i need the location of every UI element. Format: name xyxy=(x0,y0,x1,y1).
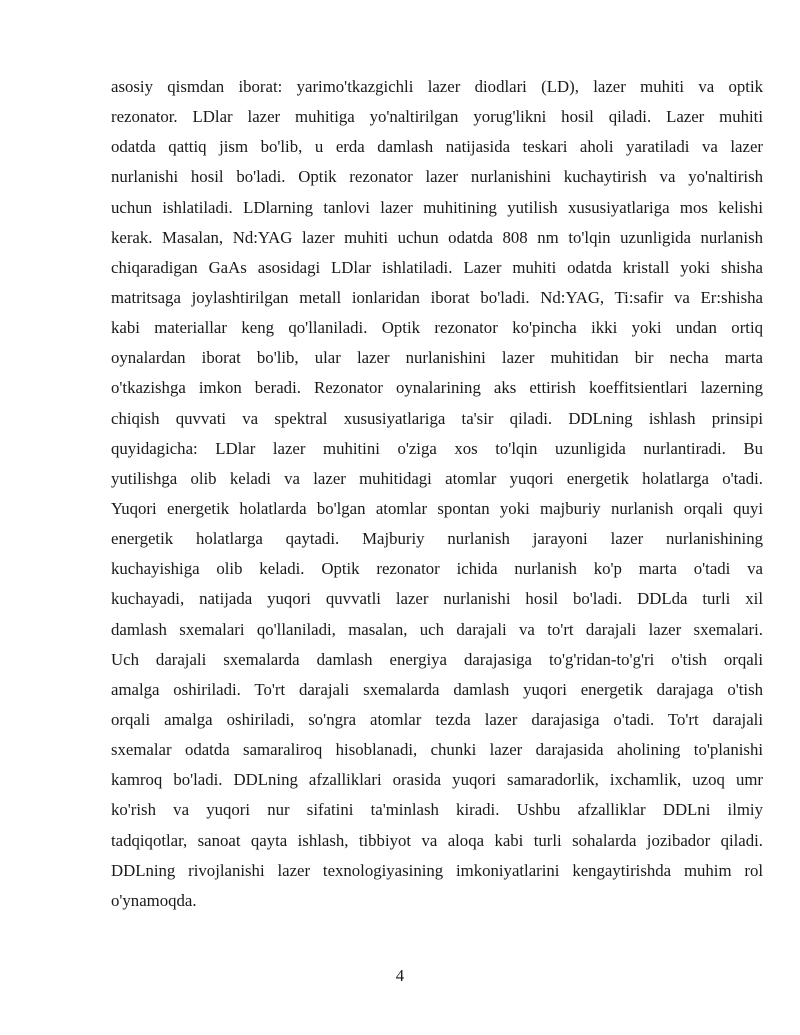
text-line: chiqish quvvati va spektral xususiyatlariga ta'sir qiladi. DDLning ishlash prinsipi xyxy=(111,408,763,428)
text-line: kerak. Masalan, Nd:YAG lazer muhiti uchun odatda 808 nm to'lqin uzunligida nurlanish xyxy=(111,227,763,247)
text-line: chiqaradigan GaAs asosidagi LDlar ishlatiladi. Lazer muhiti odatda kristall yoki shisha xyxy=(111,257,763,277)
text-line: energetik holatlarga qaytadi. Majburiy nurlanish jarayoni lazer nurlanishining xyxy=(111,529,763,549)
page-number: 4 xyxy=(395,966,405,985)
text-line: kuchayadi, natijada yuqori quvvatli lazer nurlanishi hosil bo'ladi. DDLda turli xil xyxy=(111,589,763,609)
text-line: o'ynamoqda. xyxy=(111,890,197,910)
text-line: matritsaga joylashtirilgan metall ionlaridan iborat bo'ladi. Nd:YAG, Ti:safir va Er:shisha xyxy=(111,287,763,307)
text-line: o'tkazishga imkon beradi. Rezonator oynalarining aks ettirish koeffitsientlari lazerning xyxy=(111,378,763,398)
body-text xyxy=(111,72,763,916)
text-line: Uch darajali sxemalarda damlash energiya darajasiga to'g'ridan-to'g'ri o'tish orqali xyxy=(111,649,763,669)
text-line: quyidagicha: LDlar lazer muhitini o'ziga xos to'lqin uzunligida nurlantiradi. Bu xyxy=(111,438,763,458)
text-line: nurlanishi hosil bo'ladi. Optik rezonator lazer nurlanishini kuchaytirish va yo'naltirish xyxy=(111,167,763,187)
text-line: kuchayishiga olib keladi. Optik rezonator ichida nurlanish ko'p marta o'tadi va xyxy=(111,559,763,579)
text-line: ko'rish va yuqori nur sifatini ta'minlash kiradi. Ushbu afzalliklar DDLni ilmiy xyxy=(111,800,763,820)
text-line: amalga oshiriladi. To'rt darajali sxemalarda damlash yuqori energetik darajaga o'tish xyxy=(111,679,763,699)
text-line: oynalardan iborat bo'lib, ular lazer nurlanishini lazer muhitidan bir necha marta xyxy=(111,348,763,368)
text-line: yutilishga olib keladi va lazer muhitidagi atomlar yuqori energetik holatlarga o'tadi. xyxy=(111,468,763,488)
text-line: rezonator. LDlar lazer muhitiga yo'naltirilgan yorug'likni hosil qiladi. Lazer muhiti xyxy=(111,107,763,127)
text-line: sxemalar odatda samaraliroq hisoblanadi, chunki lazer darajasida aholining to'planishi xyxy=(111,740,763,760)
text-line: uchun ishlatiladi. LDlarning tanlovi lazer muhitining yutilish xususiyatlariga mos kelishi xyxy=(111,197,763,217)
text-line: asosiy qismdan iborat: yarimo'tkazgichli lazer diodlari (LD), lazer muhiti va optik xyxy=(111,77,763,96)
text-line: orqali amalga oshiriladi, so'ngra atomlar tezda lazer darajasiga o'tadi. To'rt darajali xyxy=(111,709,763,729)
text-line: tadqiqotlar, sanoat qayta ishlash, tibbiyot va aloqa kabi turli sohalarda jozibador qiladi. xyxy=(111,830,763,850)
text-line: Yuqori energetik holatlarda bo'lgan atomlar spontan yoki majburiy nurlanish orqali quyi xyxy=(111,498,763,518)
text-line: damlash sxemalari qo'llaniladi, masalan, uch darajali va to'rt darajali lazer sxemalari. xyxy=(111,619,763,639)
text-line: odatda qattiq jism bo'lib, u erda damlash natijasida teskari aholi yaratiladi va lazer xyxy=(111,137,763,157)
text-line: kabi materiallar keng qo'llaniladi. Optik rezonator ko'pincha ikki yoki undan ortiq xyxy=(111,318,763,338)
text-line: kamroq bo'ladi. DDLning afzalliklari orasida yuqori samaradorlik, ixchamlik, uzoq umr xyxy=(111,770,763,790)
text-line: DDLning rivojlanishi lazer texnologiyasining imkoniyatlarini kengaytirishda muhim rol xyxy=(111,860,763,880)
